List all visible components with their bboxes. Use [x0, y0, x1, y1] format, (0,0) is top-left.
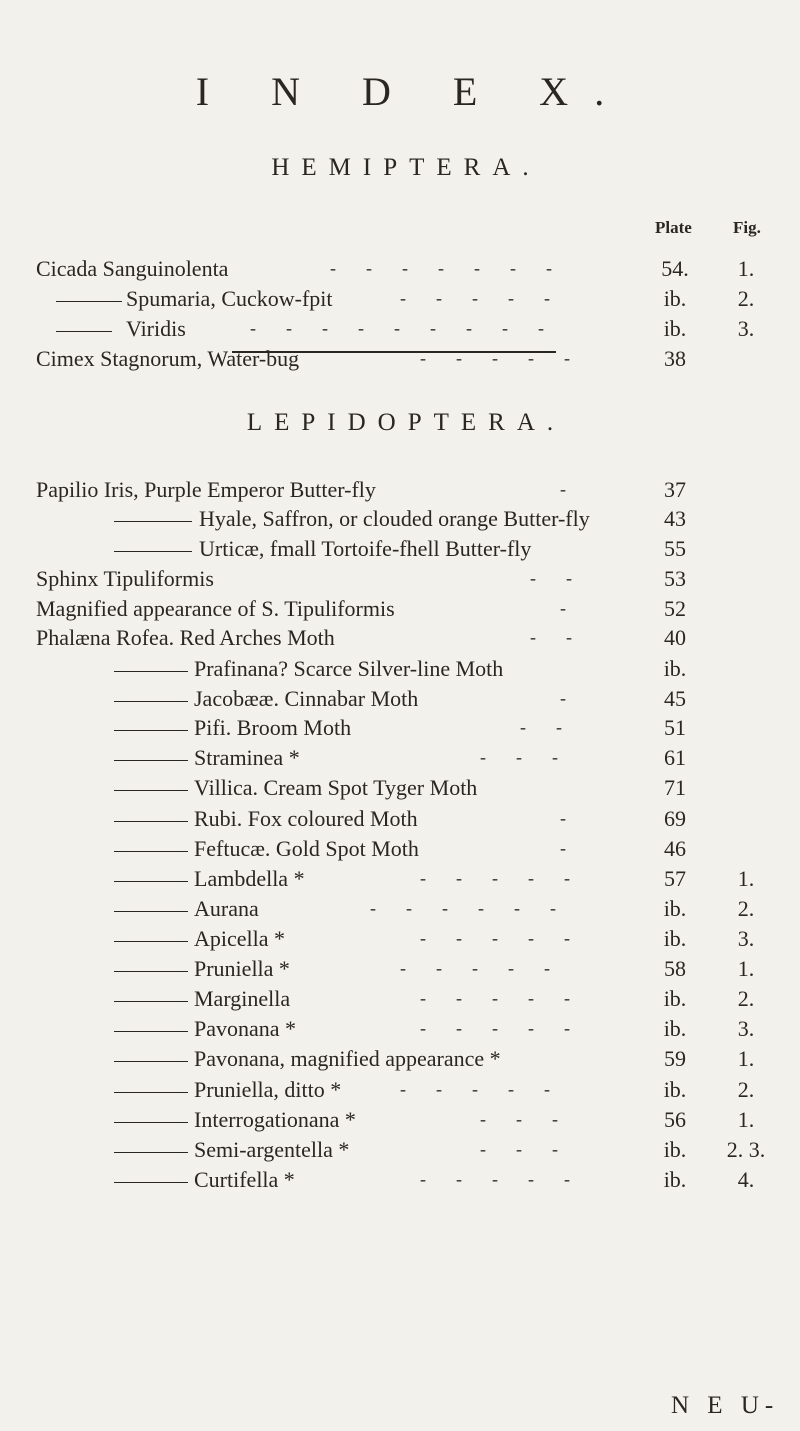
entry-name: Interrogationana * — [194, 1107, 356, 1132]
entry-plate: ib. — [663, 656, 687, 681]
index-entry — [0, 866, 800, 896]
index-entry — [0, 625, 800, 655]
index-entry — [0, 506, 800, 536]
index-entry — [0, 1107, 800, 1137]
entry-name: Phalæna Rofea. Red Arches Moth — [36, 625, 335, 650]
entry-plate: ib. — [663, 1167, 687, 1192]
entry-name: Pruniella * — [194, 956, 290, 981]
entry-name: Cimex Stagnorum, Water-bug — [36, 346, 300, 371]
entry-name: Papilio Iris, Purple Emperor Butter-fly — [36, 477, 376, 502]
entry-fig: 2. 3. — [726, 1137, 766, 1162]
entry-name: Straminea * — [194, 745, 300, 770]
index-entry — [0, 686, 800, 716]
ditto-dash — [114, 821, 188, 822]
ditto-dash — [114, 521, 192, 522]
entry-name: Rubi. Fox coloured Moth — [194, 806, 418, 831]
leader-dashes: ----- — [400, 958, 580, 978]
index-entry — [0, 775, 800, 805]
entry-plate: ib. — [663, 1016, 687, 1041]
entry-name: Pifi. Broom Moth — [194, 715, 352, 740]
index-entry — [0, 656, 800, 686]
entry-plate: 54. — [661, 256, 689, 281]
entry-fig: 3. — [737, 926, 755, 951]
entry-name: Jacobææ. Cinnabar Moth — [194, 686, 419, 711]
entry-plate: 43 — [664, 506, 686, 531]
leader-dashes: ------- — [330, 258, 582, 278]
entry-plate: ib. — [663, 896, 687, 921]
index-entry — [0, 286, 800, 316]
entry-plate: 37 — [664, 477, 686, 502]
entry-plate: 57 — [664, 866, 686, 891]
entry-fig: 1. — [737, 1107, 755, 1132]
leader-dashes: --------- — [250, 318, 574, 338]
index-entry — [0, 926, 800, 956]
ditto-dash — [114, 941, 188, 942]
entry-plate: ib. — [663, 986, 687, 1011]
entry-plate: ib. — [663, 316, 687, 341]
catchword: N E U- — [671, 1392, 780, 1419]
index-entry — [0, 836, 800, 866]
leader-dashes: ----- — [420, 1169, 600, 1189]
entry-name: Apicella * — [194, 926, 286, 951]
entry-name: Pavonana, magnified appearance * — [194, 1046, 501, 1071]
entry-name: Urticæ, fmall Tortoife-fhell Butter-fly — [199, 536, 532, 561]
entry-plate: 61 — [664, 745, 686, 770]
ditto-dash — [114, 1092, 188, 1093]
leader-dashes: ----- — [400, 288, 580, 308]
entry-fig: 1. — [737, 866, 755, 891]
leader-dashes: ----- — [420, 868, 600, 888]
entry-plate: 46 — [664, 836, 686, 861]
index-entry — [0, 986, 800, 1016]
column-header-fig: Fig. — [733, 218, 761, 237]
section-heading-lepidoptera: LEPIDOPTERA. — [246, 409, 566, 436]
leader-dashes: --- — [480, 1109, 588, 1129]
leader-dashes: ----- — [420, 348, 600, 368]
ditto-dash — [114, 881, 188, 882]
leader-dashes: - — [560, 838, 596, 858]
ditto-dash — [114, 1061, 188, 1062]
leader-dashes: --- — [480, 1139, 588, 1159]
leader-dashes: ----- — [420, 988, 600, 1008]
ditto-dash — [56, 301, 122, 302]
entry-name: Lambdella * — [194, 866, 305, 891]
entry-name: Villica. Cream Spot Tyger Moth — [194, 775, 478, 800]
entry-fig: 1. — [737, 956, 755, 981]
entry-name: Curtifella * — [194, 1167, 295, 1192]
index-entry — [0, 1046, 800, 1076]
index-entry — [0, 316, 800, 346]
entry-name: Marginella — [194, 986, 291, 1011]
entry-name: Spumaria, Cuckow-fpit — [126, 286, 333, 311]
column-header-plate: Plate — [655, 218, 692, 237]
entry-fig: 2. — [737, 896, 755, 921]
index-entry — [0, 1077, 800, 1107]
entry-fig: 3. — [737, 1016, 755, 1041]
ditto-dash — [114, 911, 188, 912]
leader-dashes: ----- — [400, 1079, 580, 1099]
ditto-dash — [114, 1182, 188, 1183]
leader-dashes: - — [560, 598, 596, 618]
index-entry — [0, 346, 800, 376]
entry-name: Magnified appearance of S. Tipuliformis — [36, 596, 395, 621]
index-entry — [0, 566, 800, 596]
entry-plate: 45 — [664, 686, 686, 711]
entry-plate: ib. — [663, 1077, 687, 1102]
index-title: I N D E X. — [195, 69, 631, 114]
ditto-dash — [114, 701, 188, 702]
leader-dashes: -- — [520, 717, 592, 737]
leader-dashes: -- — [530, 568, 602, 588]
entry-plate: 58 — [664, 956, 686, 981]
index-entry — [0, 1167, 800, 1197]
index-entry — [0, 477, 800, 507]
ditto-dash — [114, 790, 188, 791]
leader-dashes: - — [560, 479, 596, 499]
entry-fig: 1. — [737, 256, 755, 281]
entry-name: Feftucæ. Gold Spot Moth — [194, 836, 419, 861]
index-entry — [0, 956, 800, 986]
entry-fig: 3. — [737, 316, 755, 341]
entry-plate: 38 — [664, 346, 686, 371]
entry-plate: 40 — [664, 625, 686, 650]
index-entry — [0, 256, 800, 286]
entry-plate: 71 — [664, 775, 686, 800]
entry-name: Pavonana * — [194, 1016, 297, 1041]
ditto-dash — [114, 1001, 188, 1002]
entry-name: Aurana — [194, 896, 259, 921]
entry-plate: 59 — [664, 1046, 686, 1071]
entry-name: Viridis — [126, 316, 186, 341]
entry-fig: 2. — [737, 286, 755, 311]
ditto-dash — [114, 671, 188, 672]
ditto-dash — [114, 971, 188, 972]
index-entry — [0, 596, 800, 626]
entry-name: Cicada Sanguinolenta — [36, 256, 229, 281]
entry-fig: 2. — [737, 1077, 755, 1102]
entry-fig: 4. — [737, 1167, 755, 1192]
leader-dashes: ----- — [420, 928, 600, 948]
entry-name: Hyale, Saffron, or clouded orange Butter-fly — [199, 506, 590, 531]
entry-plate: 52 — [664, 596, 686, 621]
entry-plate: ib. — [663, 1137, 687, 1162]
index-entry — [0, 715, 800, 745]
leader-dashes: --- — [480, 747, 588, 767]
leader-dashes: - — [560, 808, 596, 828]
index-entry — [0, 745, 800, 775]
leader-dashes: ----- — [420, 1018, 600, 1038]
entry-plate: 69 — [664, 806, 686, 831]
ditto-dash — [114, 551, 192, 552]
entry-name: Sphinx Tipuliformis — [36, 566, 214, 591]
ditto-dash — [114, 1152, 188, 1153]
ditto-dash — [114, 730, 188, 731]
entry-plate: 56 — [664, 1107, 686, 1132]
entry-plate: 51 — [664, 715, 686, 740]
index-entry — [0, 1016, 800, 1046]
entry-plate: 55 — [664, 536, 686, 561]
ditto-dash — [114, 1122, 188, 1123]
index-entry — [0, 896, 800, 926]
leader-dashes: -- — [530, 627, 602, 647]
entry-fig: 1. — [737, 1046, 755, 1071]
ditto-dash — [114, 851, 188, 852]
entry-plate: ib. — [663, 286, 687, 311]
ditto-dash — [114, 760, 188, 761]
entry-name: Prafinana? Scarce Silver-line Moth — [194, 656, 504, 681]
entry-plate: 53 — [664, 566, 686, 591]
ditto-dash — [114, 1031, 188, 1032]
index-entry — [0, 1137, 800, 1167]
entry-name: Semi-argentella * — [194, 1137, 350, 1162]
index-entry — [0, 806, 800, 836]
ditto-dash — [56, 331, 112, 332]
section-heading-hemiptera: HEMIPTERA. — [271, 154, 541, 181]
leader-dashes: - — [560, 688, 596, 708]
index-entry — [0, 536, 800, 566]
entry-plate: ib. — [663, 926, 687, 951]
entry-fig: 2. — [737, 986, 755, 1011]
leader-dashes: ------ — [370, 898, 586, 918]
entry-name: Pruniella, ditto * — [194, 1077, 342, 1102]
